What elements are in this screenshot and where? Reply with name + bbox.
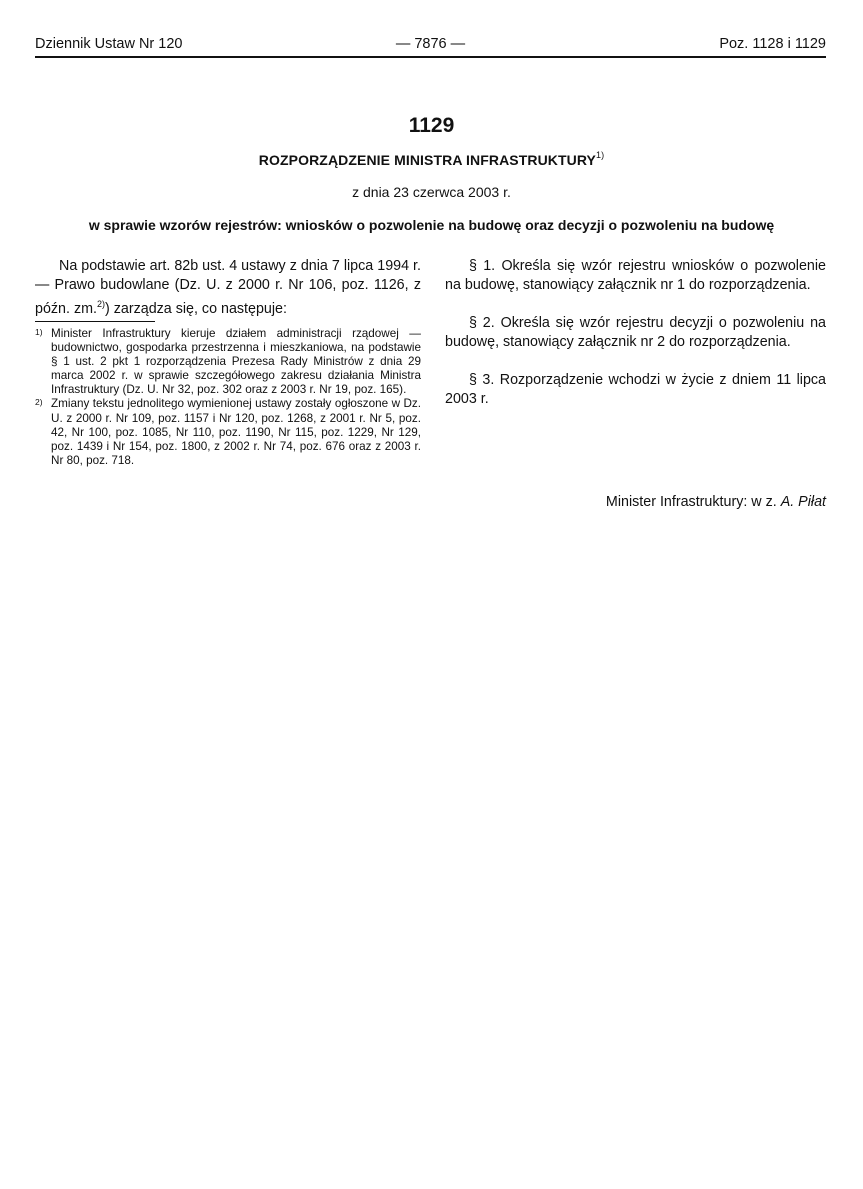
page-header [35,36,826,58]
section-2: § 2. Określa się wzór rejestru decyzji o pozwoleniu na budowę, stanowiący załącznik nr 2 do rozporządzenia. [445,315,826,350]
position-reference: Poz. 1128 i 1129 [719,36,826,52]
footnote-text: Minister Infrastruktury kieruje działem administracji rządowej — budownictwo, gospodarka przestrzenna i mieszkaniowa, na podstawie § 1 ust. 2 pkt 1 rozporządzenia Prezesa Rady Ministrów z dnia 29 marca 2002 r. w sprawie szczegółowego zakresu działania Ministra Infrastruktury (Dz. U. Nr 32, poz. 302 oraz z 2003 r. Nr 19, poz. 165). [51,327,421,397]
preamble [35,257,421,319]
left-column [35,257,421,319]
preamble-footnote-ref: 2) [96,299,105,309]
signature-name: A. Piłat [780,494,826,510]
right-column [445,257,826,409]
header-rule [35,56,826,58]
section-3: § 3. Rozporządzenie wchodzi w życie z dniem 11 lipca 2003 r. [445,372,826,407]
page-number: — 7876 — [395,36,466,52]
act-date: z dnia 23 czerwca 2003 r. [352,184,511,200]
footnotes [35,327,421,468]
footnote-mark: 1) [35,327,43,337]
act-title-text: ROZPORZĄDZENIE MINISTRA INFRASTRUKTURY [258,152,596,168]
act-number: 1129 [408,114,455,137]
footnote-2 [35,397,421,467]
footnote-1 [35,327,421,397]
signature [606,494,826,510]
act-title [0,150,863,168]
act-title-footnote-ref: 1) [596,150,605,160]
preamble-text-end: ) zarządza się, co następuje: [105,301,287,317]
footnote-rule [35,321,155,322]
section-1: § 1. Określa się wzór rejestru wniosków o pozwolenie na budowę, stanowiący załącznik nr 1 do rozporządzenia. [445,258,826,293]
signature-role: Minister Infrastruktury: w z. [605,494,781,510]
act-subject: w sprawie wzorów rejestrów: wniosków o pozwolenie na budowę oraz decyzji o pozwoleniu na budowę [88,217,775,233]
journal-title: Dziennik Ustaw Nr 120 [35,36,183,52]
footnote-text: Zmiany tekstu jednolitego wymienionej ustawy zostały ogłoszone w Dz. U. z 2000 r. Nr 109, poz. 1157 i Nr 120, poz. 1268, z 2001 r. Nr 5, poz. 42, Nr 100, poz. 1085, Nr 110, poz. 1190, Nr 115, poz. 1229, Nr 129, poz. 1439 i Nr 154, poz. 1800, z 2002 r. Nr 74, poz. 676 oraz z 2003 r. Nr 80, poz. 718. [51,397,421,467]
preamble-text: Na podstawie art. 82b ust. 4 ustawy z dnia 7 lipca 1994 r. — Prawo budowlane (Dz. U. z 2000 r. Nr 106, poz. 1126, z późn. zm. [35,258,421,317]
footnote-mark: 2) [35,397,43,408]
